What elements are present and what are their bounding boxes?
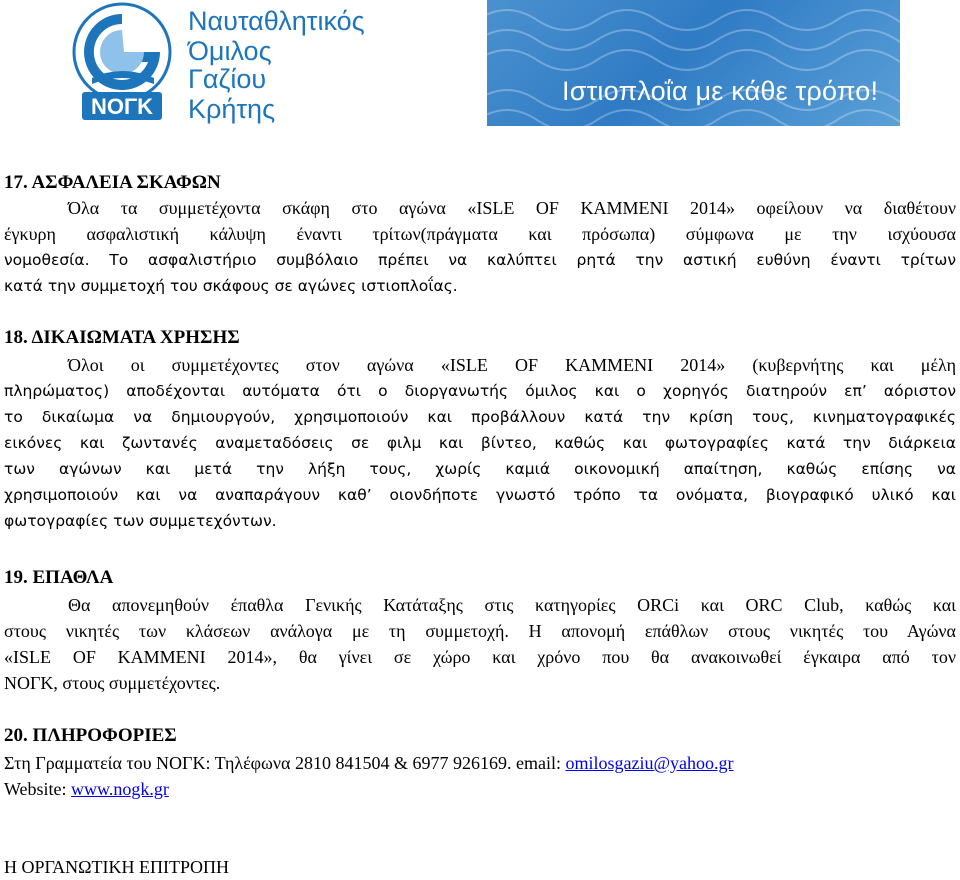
banner-slogan: Ιστιοπλοΐα με κάθε τρόπο! xyxy=(562,76,879,106)
website-line xyxy=(4,776,169,802)
section-19-body xyxy=(4,592,956,696)
section-18-body-cont xyxy=(4,378,956,534)
section-19-line-2: στους νικητές των κλάσεων ανάλογα με τη συμμετοχή. Η απονομή επάθλων στους νικητές του Αγώνα xyxy=(4,621,956,641)
club-logo xyxy=(62,0,182,126)
section-17-line-2: έγκυρη ασφαλιστική κάλυψη έναντι τρίτων(πράγματα και πρόσωπα) σύμφωνα με την ισχύουσα xyxy=(4,224,956,244)
section-17-body-cont xyxy=(4,247,956,299)
section-17-line-4: κατά την συμμετοχή του σκάφους σε αγώνες ιστιοπλοΐας. xyxy=(4,277,458,295)
contact-prefix: Στη Γραμματεία του ΝΟΓΚ: Τηλέφωνα 2810 841504 & 6977 926169. email: xyxy=(4,753,566,773)
section-18-line-5: των αγώνων και μετά την λήξη τους, χωρίς καμιά οικονομική απαίτηση, καθώς επίσης να xyxy=(4,460,956,478)
section-18-line-3: το δικαίωμα να δημιουργούν, χρησιμοποιούν και προβάλλουν κατά την κρίση τους, κινηματογραφικές xyxy=(4,408,956,426)
banner-slogan-area xyxy=(487,0,900,126)
section-19-line-4: ΝΟΓΚ, στους συμμετέχοντες. xyxy=(4,673,221,693)
section-18-line-1: Όλοι οι συμμετέχοντες στον αγώνα «ISLE OF KAMMENI 2014» (κυβερνήτης και μέλη xyxy=(68,355,956,375)
website-link[interactable]: www.nogk.gr xyxy=(71,779,169,799)
section-17-title: 17. ΑΣΦΑΛΕΙΑ ΣΚΑΦΩΝ xyxy=(4,172,221,193)
email-link[interactable]: omilosgaziu@yahoo.gr xyxy=(565,753,734,773)
section-19-title: 19. ΕΠΑΘΛΑ xyxy=(4,567,114,588)
section-17-body xyxy=(4,195,956,247)
club-name-line-2: Όμιλος xyxy=(188,36,272,66)
club-name-line-3: Γαζίου xyxy=(188,64,267,94)
section-19-line-3: «ISLE OF KAMMENI 2014», θα γίνει σε χώρο και χρόνο που θα ανακοινωθεί έγκαιρα από τον xyxy=(4,647,956,667)
section-18-title: 18. ΔΙΚΑΙΩΜΑΤΑ ΧΡΗΣΗΣ xyxy=(4,327,240,348)
section-19-line-1: Θα απονεμηθούν έπαθλα Γενικής Κατάταξης στις κατηγορίες ORCi και ORC Club, καθώς και xyxy=(68,595,956,615)
wave-pattern xyxy=(487,0,900,126)
section-18-line-4: εικόνες και ζωντανές αναμεταδόσεις σε φιλμ και βίντεο, καθώς και φωτογραφίες κατά την διάρκεια xyxy=(4,434,956,452)
header-banner xyxy=(62,0,900,126)
section-18-line-7: φωτογραφίες των συμμετεχόντων. xyxy=(4,512,277,530)
banner-logo-area xyxy=(62,0,487,126)
section-18-line-6: χρησιμοποιούν και να αναπαράγουν καθ’ οιονδήποτε γνωστό τρόπο τα ονόματα, βιογραφικό υλικό και xyxy=(4,486,956,504)
club-name-line-1: Ναυταθλητικός xyxy=(188,6,365,36)
contact-line xyxy=(4,750,734,776)
section-18-line-2: πληρώματος) αποδέχονται αυτόματα ότι ο διοργανωτής όμιλος και ο χορηγός διατηρούν επ’ αόριστον xyxy=(4,382,956,400)
section-17-line-3: νομοθεσία. Το ασφαλιστήριο συμβόλαιο πρέπει να καλύπτει ρητά την αστική ευθύνη έναντι τρίτων xyxy=(4,251,956,269)
signature: Η ΟΡΓΑΝΩΤΙΚΗ ΕΠΙΤΡΟΠΗ xyxy=(4,857,229,877)
section-20-title: 20. ΠΛΗΡΟΦΟΡΙΕΣ xyxy=(4,725,177,746)
club-name-line-4: Κρήτης xyxy=(188,94,276,124)
website-label: Website: xyxy=(4,779,72,799)
section-17-line-1: Όλα τα συμμετέχοντα σκάφη στο αγώνα «ISLE OF KAMMENI 2014» οφείλουν να διαθέτουν xyxy=(68,198,956,218)
section-18-body xyxy=(4,352,956,378)
logo-abbrev: ΝΟΓΚ xyxy=(90,94,154,119)
